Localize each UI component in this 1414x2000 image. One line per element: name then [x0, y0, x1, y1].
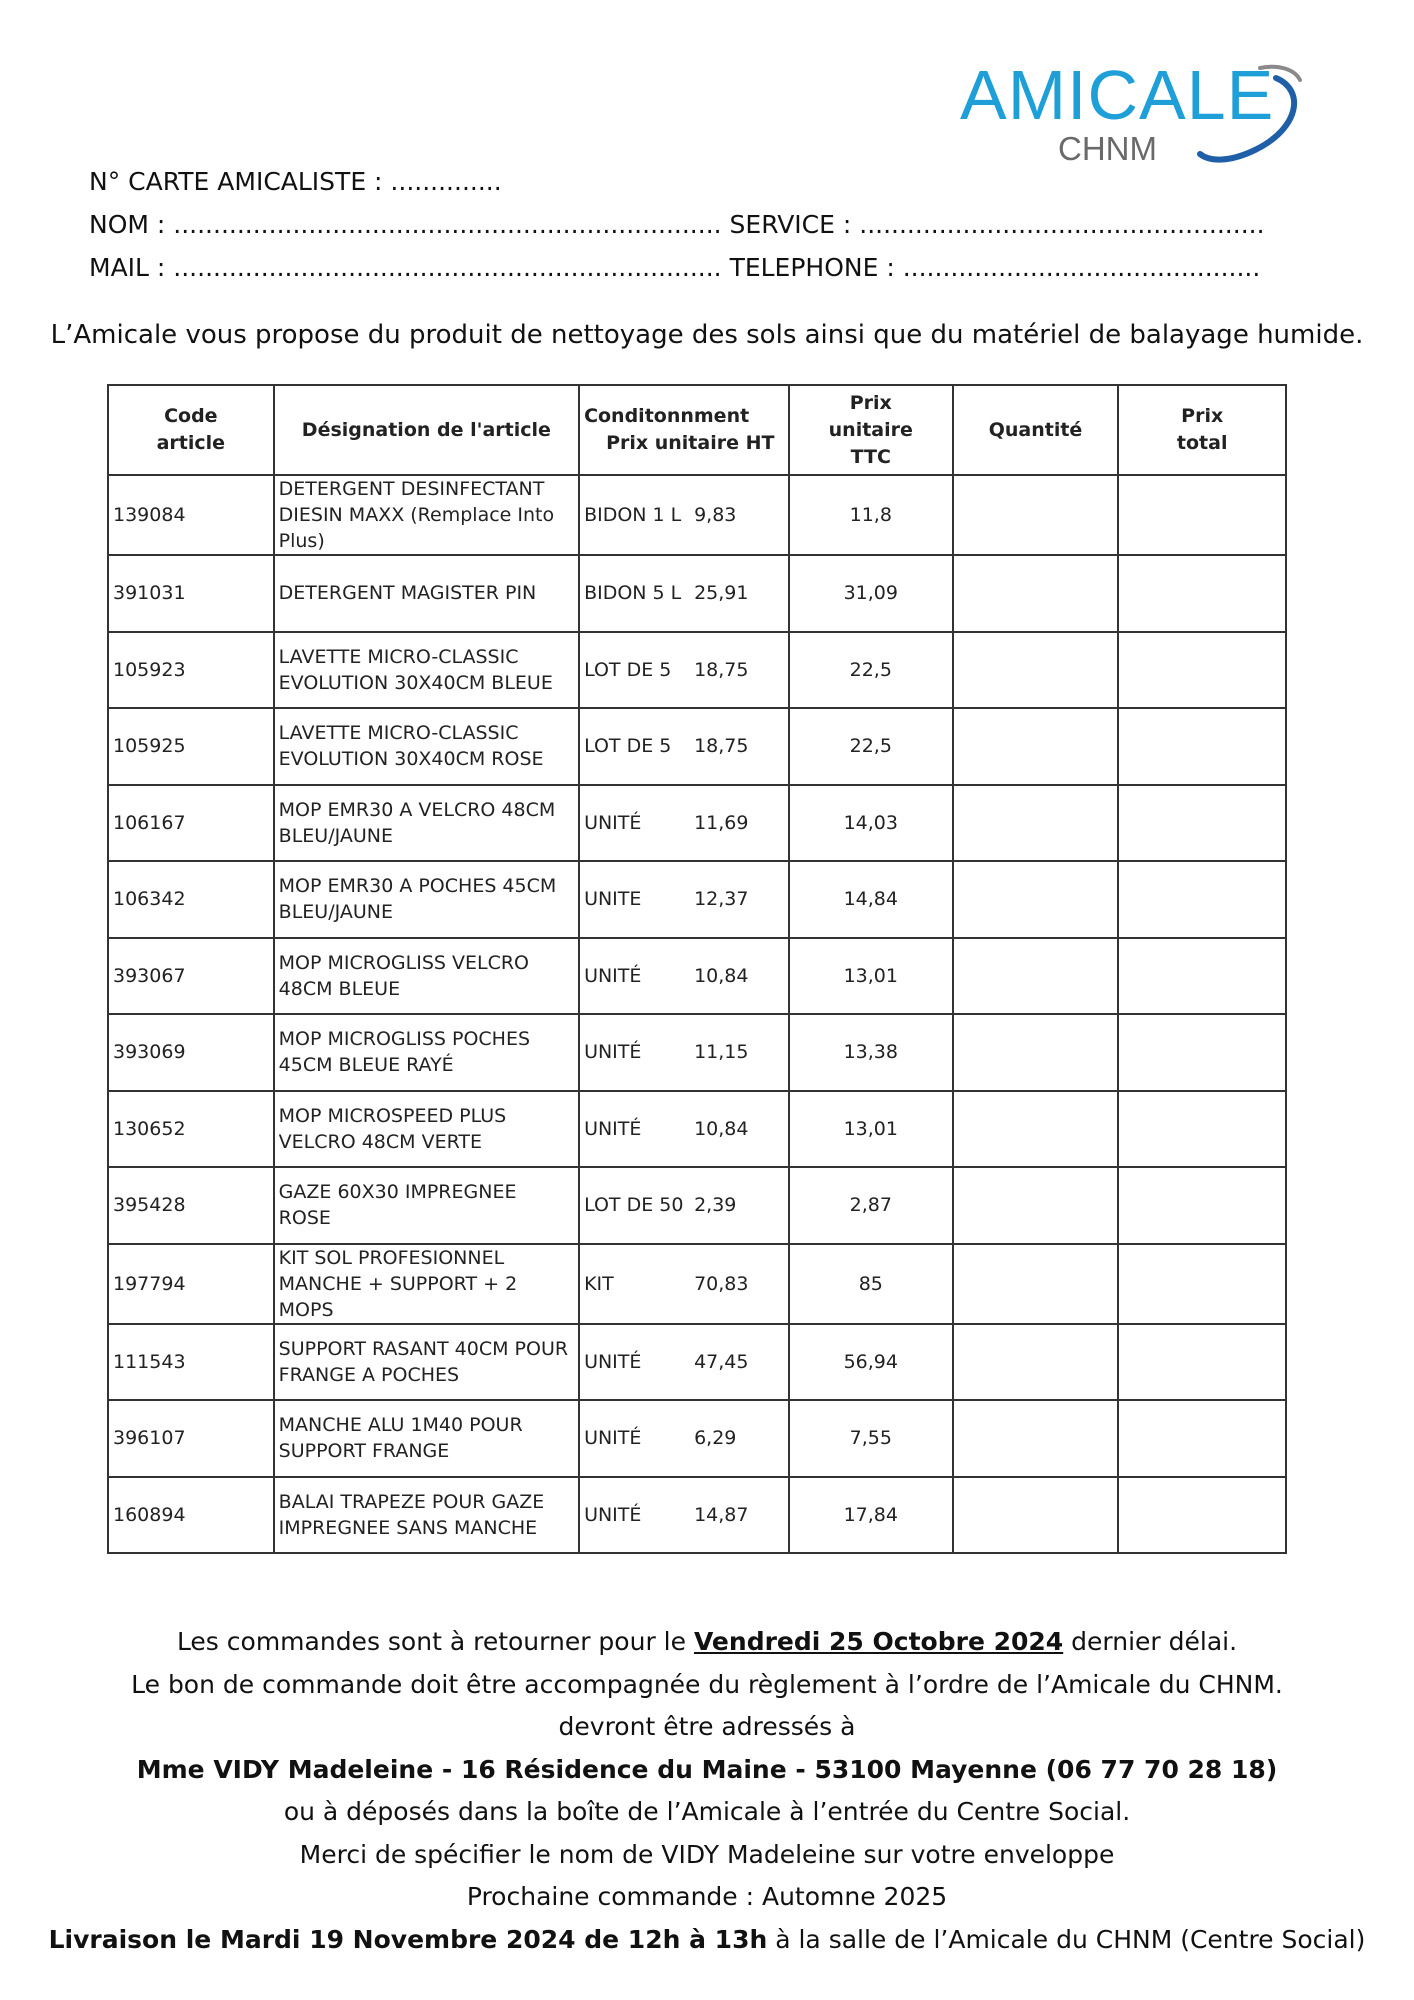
cell-designation: LAVETTE MICRO-CLASSIC EVOLUTION 30X40CM ROSE [274, 708, 579, 785]
cell-designation: LAVETTE MICRO-CLASSIC EVOLUTION 30X40CM BLEUE [274, 632, 579, 709]
cell-quantity[interactable] [953, 632, 1119, 709]
cell-price-ht: 11,15 [694, 1041, 749, 1064]
cell-pack: UNITÉ [584, 811, 642, 834]
delivery-line [0, 1919, 1414, 1962]
cell-pack: UNITÉ [584, 1117, 642, 1140]
header-cond-l1: Conditonnment [584, 405, 750, 427]
logo-sub: CHNM [1058, 130, 1157, 167]
header-ttc-l2: unitaire [828, 418, 913, 441]
header-code [108, 385, 274, 475]
cell-designation: SUPPORT RASANT 40CM POUR FRANGE A POCHES [274, 1324, 579, 1401]
cell-price-ht: 18,75 [694, 735, 749, 758]
cell-conditionnement [579, 555, 789, 632]
cell-total[interactable] [1118, 785, 1286, 862]
table-header-row [108, 385, 1286, 475]
cell-total[interactable] [1118, 1014, 1286, 1091]
cell-pack: UNITÉ [584, 964, 642, 987]
cell-conditionnement [579, 632, 789, 709]
mail-phone-field[interactable]: MAIL : ..................................................................... TELEPHONE : ............................................. [89, 253, 1261, 282]
cell-conditionnement [579, 1477, 789, 1554]
cell-price-ttc: 31,09 [789, 555, 953, 632]
cell-code: 197794 [108, 1244, 274, 1324]
cell-code: 130652 [108, 1091, 274, 1168]
table-row [108, 1244, 1286, 1324]
cell-code: 139084 [108, 475, 274, 555]
cell-price-ttc: 2,87 [789, 1167, 953, 1244]
table-row [108, 785, 1286, 862]
order-table [107, 384, 1287, 1554]
cell-pack: LOT DE 50 [584, 1194, 684, 1217]
cell-quantity[interactable] [953, 1091, 1119, 1168]
name-service-field[interactable]: NOM : ..................................................................... SERVICE : ................................................... [89, 210, 1265, 239]
table-row [108, 861, 1286, 938]
cell-code: 106342 [108, 861, 274, 938]
cell-quantity[interactable] [953, 785, 1119, 862]
cell-code: 160894 [108, 1477, 274, 1554]
cell-total[interactable] [1118, 475, 1286, 555]
header-code-l1: Code [164, 405, 218, 427]
cell-pack: LOT DE 5 [584, 735, 672, 758]
cell-price-ttc: 13,01 [789, 938, 953, 1015]
cell-price-ht: 10,84 [694, 1117, 749, 1140]
cell-price-ht: 10,84 [694, 964, 749, 987]
header-designation: Désignation de l'article [274, 385, 579, 475]
cell-pack: BIDON 1 L [584, 504, 682, 526]
cell-price-ht: 70,83 [694, 1272, 749, 1295]
table-row [108, 1014, 1286, 1091]
cell-price-ttc: 13,01 [789, 1091, 953, 1168]
cell-total[interactable] [1118, 708, 1286, 785]
cell-price-ttc: 11,8 [789, 475, 953, 555]
cell-quantity[interactable] [953, 1324, 1119, 1401]
cell-price-ht: 9,83 [694, 504, 737, 526]
cell-total[interactable] [1118, 1091, 1286, 1168]
envelope-line: Merci de spécifier le nom de VIDY Madeleine sur votre enveloppe [299, 1839, 1115, 1869]
cell-total[interactable] [1118, 1244, 1286, 1324]
cell-designation: MOP EMR30 A VELCRO 48CM BLEU/JAUNE [274, 785, 579, 862]
header-cond [579, 385, 789, 475]
cell-conditionnement [579, 1400, 789, 1477]
cell-quantity[interactable] [953, 861, 1119, 938]
table-row [108, 938, 1286, 1015]
cell-code: 391031 [108, 555, 274, 632]
table-row [108, 1324, 1286, 1401]
cell-designation: MOP MICROSPEED PLUS VELCRO 48CM VERTE [274, 1091, 579, 1168]
table-row [108, 1477, 1286, 1554]
member-fields [89, 160, 1329, 289]
cell-total[interactable] [1118, 1167, 1286, 1244]
cell-quantity[interactable] [953, 475, 1119, 555]
logo-word: AMICALE [960, 56, 1275, 134]
cell-total[interactable] [1118, 555, 1286, 632]
cell-price-ht: 6,29 [694, 1427, 737, 1450]
cell-code: 106167 [108, 785, 274, 862]
cell-price-ttc: 56,94 [789, 1324, 953, 1401]
header-ttc [789, 385, 953, 475]
cell-code: 393069 [108, 1014, 274, 1091]
cell-price-ht: 18,75 [694, 658, 749, 681]
cell-price-ht: 47,45 [694, 1350, 749, 1373]
cell-designation: DETERGENT DESINFECTANT DIESIN MAXX (Remplace Into Plus) [274, 475, 579, 555]
footer-instructions [0, 1621, 1414, 1961]
cell-conditionnement [579, 1167, 789, 1244]
card-number-field[interactable]: N° CARTE AMICALISTE : .............. [89, 167, 502, 196]
cell-pack: UNITÉ [584, 1041, 642, 1064]
header-cond-l2: Prix unitaire HT [606, 432, 775, 454]
cell-conditionnement [579, 1014, 789, 1091]
cell-pack: LOT DE 5 [584, 658, 672, 681]
deadline-line [0, 1621, 1414, 1664]
cell-code: 393067 [108, 938, 274, 1015]
cell-designation: DETERGENT MAGISTER PIN [274, 555, 579, 632]
table-row [108, 1091, 1286, 1168]
header-total [1118, 385, 1286, 475]
address-intro-line: devront être adressés à [558, 1712, 856, 1741]
cell-code: 111543 [108, 1324, 274, 1401]
cell-designation: GAZE 60X30 IMPREGNEE ROSE [274, 1167, 579, 1244]
cell-designation: MOP MICROGLISS VELCRO 48CM BLEUE [274, 938, 579, 1015]
cell-quantity[interactable] [953, 1477, 1119, 1554]
cell-total[interactable] [1118, 632, 1286, 709]
cell-pack: UNITÉ [584, 1427, 642, 1450]
cell-conditionnement [579, 708, 789, 785]
cell-designation: MOP EMR30 A POCHES 45CM BLEU/JAUNE [274, 861, 579, 938]
cell-total[interactable] [1118, 861, 1286, 938]
cell-total[interactable] [1118, 938, 1286, 1015]
cell-pack: UNITÉ [584, 1503, 642, 1526]
table-row [108, 475, 1286, 555]
header-total-l2: total [1176, 432, 1228, 454]
deadline-date: Vendredi 25 Octobre 2024 [693, 1627, 1064, 1656]
cell-conditionnement [579, 938, 789, 1015]
table-row [108, 1400, 1286, 1477]
header-code-l2: article [156, 432, 226, 454]
cell-pack: UNITE [584, 888, 642, 911]
table-row [108, 555, 1286, 632]
header-ttc-l1: Prix [849, 391, 892, 414]
cell-price-ht: 25,91 [694, 582, 749, 605]
cell-pack: KIT [584, 1272, 614, 1295]
cell-quantity[interactable] [953, 1244, 1119, 1324]
cell-designation: MOP MICROGLISS POCHES 45CM BLEUE RAYÉ [274, 1014, 579, 1091]
payment-line: Le bon de commande doit être accompagnée du règlement à l’ordre de l’Amicale du CHNM. [131, 1669, 1283, 1699]
delivery-place: à la salle de l’Amicale du CHNM (Centre Social) [767, 1924, 1366, 1954]
delivery-date: Livraison le Mardi 19 Novembre 2024 de 12h à 13h [48, 1924, 768, 1954]
cell-quantity[interactable] [953, 1167, 1119, 1244]
cell-conditionnement [579, 1244, 789, 1324]
cell-conditionnement [579, 785, 789, 862]
cell-code: 395428 [108, 1167, 274, 1244]
deadline-pre: Les commandes sont à retourner pour le [176, 1627, 694, 1656]
cell-pack: UNITÉ [584, 1350, 642, 1373]
cell-conditionnement [579, 861, 789, 938]
cell-total[interactable] [1118, 1400, 1286, 1477]
cell-total[interactable] [1118, 1324, 1286, 1401]
table-row [108, 632, 1286, 709]
address-line: Mme VIDY Madeleine - 16 Résidence du Maine - 53100 Mayenne (06 77 70 28 18) [136, 1754, 1278, 1784]
cell-price-ttc: 13,38 [789, 1014, 953, 1091]
deadline-post: dernier délai. [1063, 1627, 1238, 1656]
header-quantite: Quantité [953, 385, 1119, 475]
cell-conditionnement [579, 1324, 789, 1401]
cell-conditionnement [579, 475, 789, 555]
cell-code: 396107 [108, 1400, 274, 1477]
cell-price-ttc: 14,03 [789, 785, 953, 862]
cell-price-ttc: 14,84 [789, 861, 953, 938]
intro-text: L’Amicale vous propose du produit de nettoyage des sols ainsi que du matériel de balayage humide. [50, 320, 1364, 350]
cell-price-ttc: 22,5 [789, 632, 953, 709]
cell-price-ttc: 22,5 [789, 708, 953, 785]
table-row [108, 708, 1286, 785]
cell-price-ttc: 17,84 [789, 1477, 953, 1554]
cell-pack: BIDON 5 L [584, 582, 682, 605]
cell-price-ht: 14,87 [694, 1503, 749, 1526]
cell-quantity[interactable] [953, 1400, 1119, 1477]
cell-quantity[interactable] [953, 708, 1119, 785]
table-row [108, 1167, 1286, 1244]
header-ttc-l3: TTC [850, 445, 891, 468]
cell-price-ttc: 7,55 [789, 1400, 953, 1477]
cell-price-ttc: 85 [789, 1244, 953, 1324]
cell-price-ht: 2,39 [694, 1194, 737, 1217]
cell-price-ht: 11,69 [694, 811, 749, 834]
cell-quantity[interactable] [953, 555, 1119, 632]
cell-code: 105925 [108, 708, 274, 785]
cell-price-ht: 12,37 [694, 888, 749, 911]
header-total-l1: Prix [1181, 405, 1224, 427]
cell-quantity[interactable] [953, 1014, 1119, 1091]
cell-designation: KIT SOL PROFESIONNEL MANCHE + SUPPORT + 2 MOPS [274, 1244, 579, 1324]
cell-total[interactable] [1118, 1477, 1286, 1554]
drop-off-line: ou à déposés dans la boîte de l’Amicale à l’entrée du Centre Social. [283, 1797, 1131, 1826]
next-order-line: Prochaine commande : Automne 2025 [466, 1882, 948, 1911]
cell-code: 105923 [108, 632, 274, 709]
cell-designation: MANCHE ALU 1M40 POUR SUPPORT FRANGE [274, 1400, 579, 1477]
cell-conditionnement [579, 1091, 789, 1168]
cell-designation: BALAI TRAPEZE POUR GAZE IMPREGNEE SANS MANCHE [274, 1477, 579, 1554]
cell-quantity[interactable] [953, 938, 1119, 1015]
